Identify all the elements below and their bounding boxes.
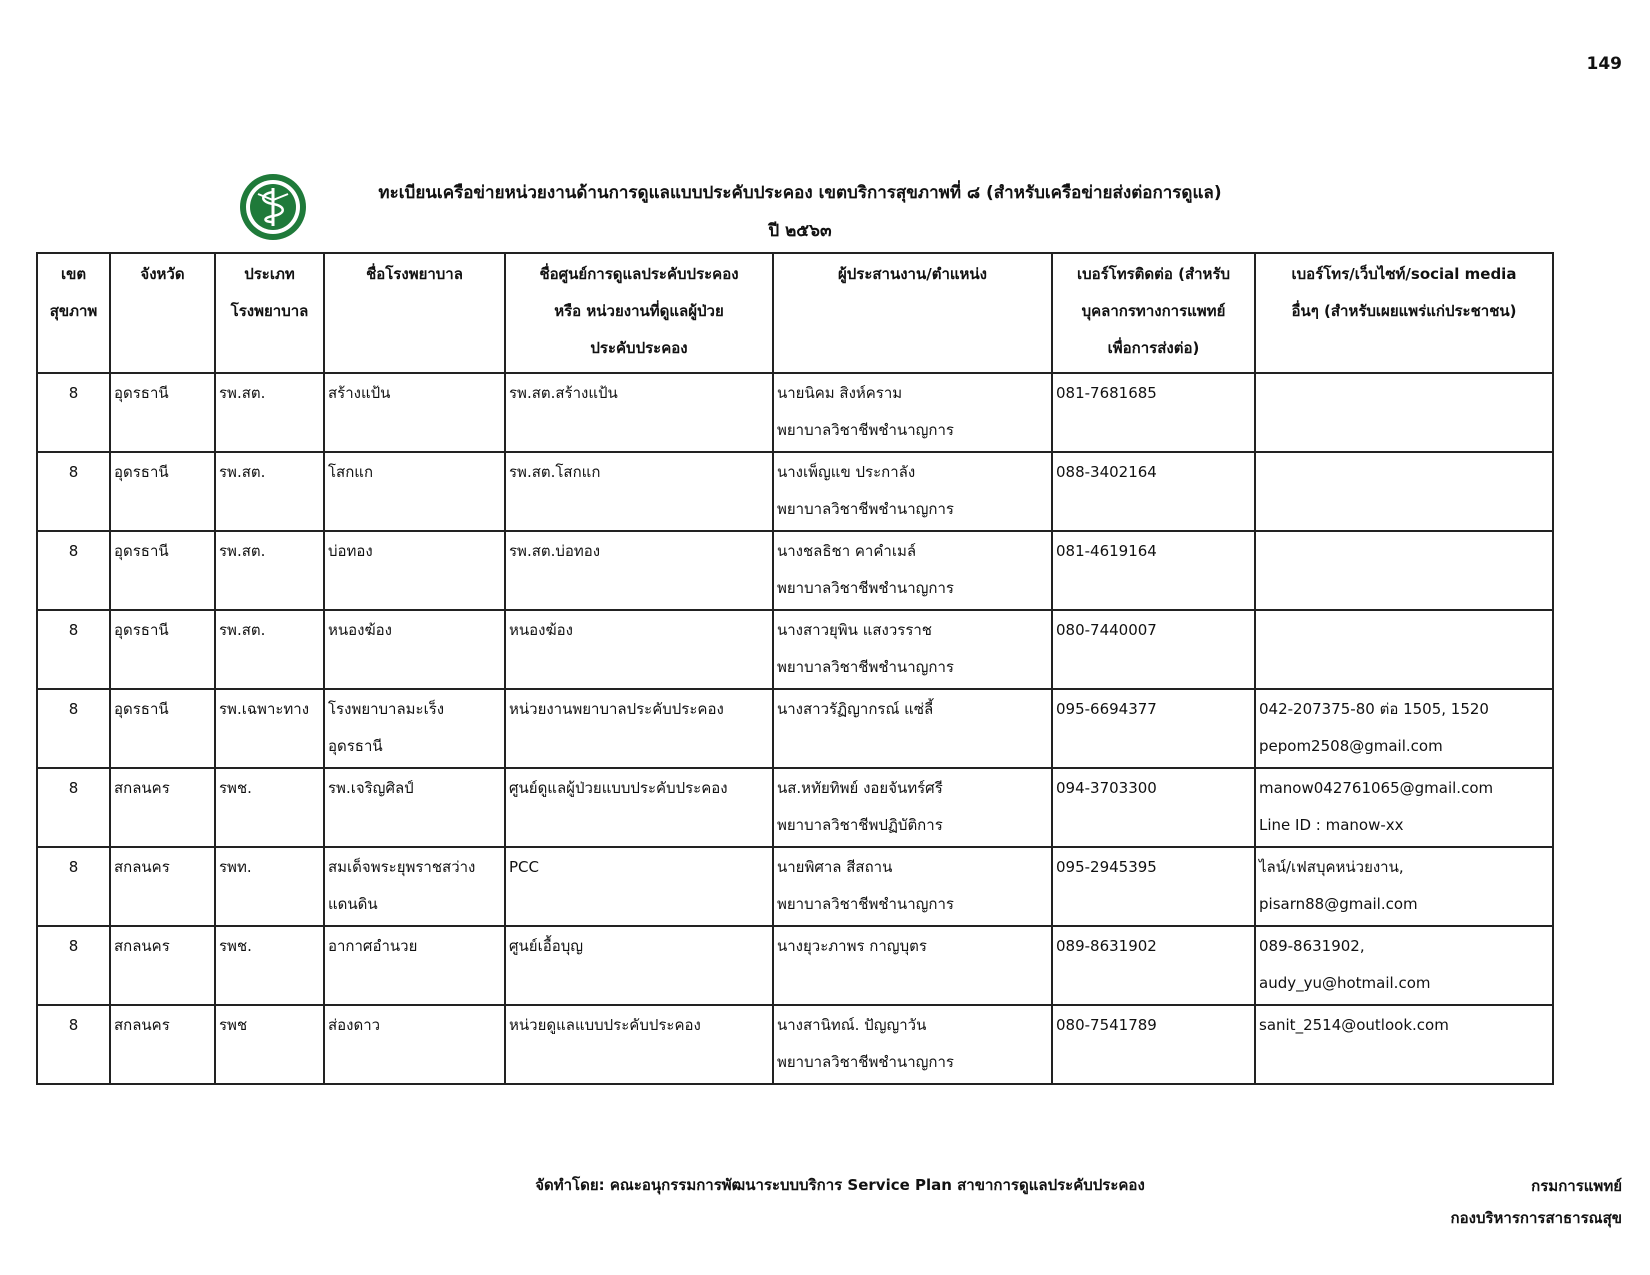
care-center-cell — [505, 610, 773, 689]
cell-text: sanit_2514@outlook.com — [1259, 1016, 1449, 1034]
header-coordinator — [773, 253, 1052, 373]
zone-cell: 8 — [37, 847, 110, 926]
zone-cell: 8 — [37, 531, 110, 610]
cell-text: อุดรธานี — [328, 737, 383, 755]
zone-cell: 8 — [37, 1005, 110, 1084]
zone-cell: 8 — [37, 452, 110, 531]
hospital-name-cell — [324, 531, 505, 610]
coordinator-cell — [773, 926, 1052, 1005]
header-public-contact — [1255, 253, 1553, 373]
cell-text: พยาบาลวิชาชีพชำนาญการ — [777, 895, 954, 913]
header-text: บุคลากรทางการแพทย์ — [1081, 302, 1226, 320]
medical-phone-cell: 089-8631902 — [1052, 926, 1255, 1005]
cell-text: manow042761065@gmail.com — [1259, 779, 1494, 797]
medical-phone-cell: 081-4619164 — [1052, 531, 1255, 610]
cell-text: audy_yu@hotmail.com — [1259, 974, 1431, 992]
cell-text: พยาบาลวิชาชีพชำนาญการ — [777, 421, 954, 439]
hospital-name-cell — [324, 847, 505, 926]
cell-text: 089-8631902, — [1259, 937, 1365, 955]
table-row — [37, 926, 1553, 1005]
cell-text: ไลน์/เฟสบุคหน่วยงาน, — [1259, 858, 1404, 876]
cell-text: หนองฆ้อง — [328, 621, 392, 639]
cell-text: โสกแก — [328, 463, 374, 481]
public-contact-cell — [1255, 768, 1553, 847]
hospital-type-cell: รพ.สต. — [215, 452, 324, 531]
table-row — [37, 847, 1553, 926]
province-cell: สกลนคร — [110, 847, 215, 926]
header-text: โรงพยาบาล — [230, 302, 309, 320]
header-zone — [37, 253, 110, 373]
table-row — [37, 1005, 1553, 1084]
network-registry-table — [36, 252, 1554, 1085]
public-contact-cell — [1255, 373, 1553, 452]
cell-text: นางเพ็ญแข ประกาลัง — [777, 463, 916, 481]
cell-text: อากาศอำนวย — [328, 937, 418, 955]
province-cell: สกลนคร — [110, 768, 215, 847]
cell-text: รพ.เจริญศิลป์ — [328, 779, 414, 797]
cell-text: พยาบาลวิชาชีพชำนาญการ — [777, 500, 954, 518]
province-cell: อุดรธานี — [110, 452, 215, 531]
hospital-name-cell — [324, 452, 505, 531]
hospital-name-cell — [324, 373, 505, 452]
medical-phone-cell: 081-7681685 — [1052, 373, 1255, 452]
header-text: เบอร์โทรติดต่อ (สำหรับ — [1076, 265, 1231, 283]
care-center-cell — [505, 452, 773, 531]
cell-text: พยาบาลวิชาชีพชำนาญการ — [777, 579, 954, 597]
header-province — [110, 253, 215, 373]
table-row — [37, 531, 1553, 610]
public-contact-cell — [1255, 689, 1553, 768]
care-center-cell — [505, 926, 773, 1005]
public-contact-cell — [1255, 1005, 1553, 1084]
cell-text: pepom2508@gmail.com — [1259, 737, 1443, 755]
cell-text: หน่วยดูแลแบบประคับประคอง — [509, 1016, 701, 1034]
coordinator-cell — [773, 531, 1052, 610]
hospital-type-cell: รพ.เฉพาะทาง — [215, 689, 324, 768]
province-cell: อุดรธานี — [110, 531, 215, 610]
cell-text: Line ID : manow-xx — [1259, 816, 1404, 834]
header-care-center — [505, 253, 773, 373]
document-year: ปี ๒๕๖๓ — [768, 221, 832, 241]
hospital-name-cell — [324, 926, 505, 1005]
cell-text: หนองฆ้อง — [509, 621, 573, 639]
table-row — [37, 452, 1553, 531]
header-text: เบอร์โทร/เว็บไซท์/social media — [1291, 265, 1517, 283]
department-footer-line1: กรมการแพทย์ — [1531, 1177, 1622, 1195]
cell-text: นางสานิทณ์. ปัญญาวัน — [777, 1016, 927, 1034]
cell-text: PCC — [509, 858, 539, 876]
medical-phone-cell: 080-7440007 — [1052, 610, 1255, 689]
province-cell: สกลนคร — [110, 926, 215, 1005]
table-header-row — [37, 253, 1553, 373]
cell-text: 042-207375-80 ต่อ 1505, 1520 — [1259, 700, 1489, 718]
cell-text: สร้างแป้น — [328, 384, 391, 402]
department-footer-line2: กองบริหารการสาธารณสุข — [1450, 1209, 1622, 1227]
cell-text: นส.หทัยทิพย์ งอยจันทร์ศรี — [777, 779, 943, 797]
prepared-by-footer: จัดทำโดย: คณะอนุกรรมการพัฒนาระบบบริการ Service Plan สาขาการดูแลประคับประคอง — [535, 1176, 1145, 1194]
header-hospital-name — [324, 253, 505, 373]
province-cell: อุดรธานี — [110, 689, 215, 768]
care-center-cell — [505, 373, 773, 452]
cell-text: รพ.สต.สร้างแป้น — [509, 384, 618, 402]
zone-cell: 8 — [37, 926, 110, 1005]
care-center-cell — [505, 768, 773, 847]
medical-phone-cell: 088-3402164 — [1052, 452, 1255, 531]
zone-cell: 8 — [37, 768, 110, 847]
care-center-cell — [505, 689, 773, 768]
header-text: ผู้ประสานงาน/ตำแหน่ง — [837, 265, 988, 283]
cell-text: พยาบาลวิชาชีพชำนาญการ — [777, 658, 954, 676]
header-text: เพื่อการส่งต่อ) — [1107, 339, 1200, 357]
cell-text: นางยุวะภาพร กาญบุตร — [777, 937, 927, 955]
hospital-type-cell: รพ.สต. — [215, 373, 324, 452]
coordinator-cell — [773, 768, 1052, 847]
hospital-type-cell: รพ.สต. — [215, 610, 324, 689]
header-text: หรือ หน่วยงานที่ดูแลผู้ป่วย — [554, 302, 724, 320]
cell-text: นางสาวรัฏิญากรณ์ แซ่ลี้ — [777, 700, 934, 718]
coordinator-cell — [773, 452, 1052, 531]
coordinator-cell — [773, 373, 1052, 452]
medical-phone-cell: 094-3703300 — [1052, 768, 1255, 847]
cell-text: รพ.สต.บ่อทอง — [509, 542, 601, 560]
zone-cell: 8 — [37, 689, 110, 768]
cell-text: โรงพยาบาลมะเร็ง — [328, 700, 445, 718]
coordinator-cell — [773, 689, 1052, 768]
cell-text: ส่องดาว — [328, 1016, 381, 1034]
hospital-type-cell: รพท. — [215, 847, 324, 926]
header-text: ชื่อศูนย์การดูแลประคับประคอง — [539, 265, 739, 283]
care-center-cell — [505, 531, 773, 610]
province-cell: สกลนคร — [110, 1005, 215, 1084]
header-text: ประเภท — [244, 265, 295, 283]
header-text: ชื่อโรงพยาบาล — [366, 265, 463, 283]
public-contact-cell — [1255, 610, 1553, 689]
coordinator-cell — [773, 847, 1052, 926]
medical-phone-cell: 095-6694377 — [1052, 689, 1255, 768]
public-contact-cell — [1255, 926, 1553, 1005]
hospital-name-cell — [324, 610, 505, 689]
care-center-cell — [505, 847, 773, 926]
cell-text: สมเด็จพระยุพราชสว่าง — [328, 858, 476, 876]
cell-text: บ่อทอง — [328, 542, 373, 560]
coordinator-cell — [773, 610, 1052, 689]
cell-text: พยาบาลวิชาชีพปฏิบัติการ — [777, 816, 943, 834]
header-text: เขต — [60, 265, 87, 283]
zone-cell: 8 — [37, 373, 110, 452]
coordinator-cell — [773, 1005, 1052, 1084]
hospital-type-cell: รพช. — [215, 926, 324, 1005]
cell-text: หน่วยงานพยาบาลประคับประคอง — [509, 700, 724, 718]
page-number: 149 — [1586, 54, 1622, 74]
cell-text: แดนดิน — [328, 895, 378, 913]
medical-phone-cell: 080-7541789 — [1052, 1005, 1255, 1084]
medical-phone-cell: 095-2945395 — [1052, 847, 1255, 926]
hospital-name-cell — [324, 1005, 505, 1084]
hospital-type-cell: รพ.สต. — [215, 531, 324, 610]
hospital-type-cell: รพช — [215, 1005, 324, 1084]
cell-text: ศูนย์เอื้อบุญ — [509, 937, 584, 955]
header-text: อื่นๆ (สำหรับเผยแพร่แก่ประชาชน) — [1291, 302, 1517, 320]
cell-text: พยาบาลวิชาชีพชำนาญการ — [777, 1053, 954, 1071]
header-medical-phone — [1052, 253, 1255, 373]
hospital-type-cell: รพช. — [215, 768, 324, 847]
header-hospital-type — [215, 253, 324, 373]
zone-cell: 8 — [37, 610, 110, 689]
document-title: ทะเบียนเครือข่ายหน่วยงานด้านการดูแลแบบประคับประคอง เขตบริการสุขภาพที่ ๘ (สำหรับเครือข่ายส่งต่อการดูแล) — [378, 183, 1222, 203]
header-text: สุขภาพ — [49, 302, 98, 320]
public-contact-cell — [1255, 452, 1553, 531]
province-cell: อุดรธานี — [110, 610, 215, 689]
ministry-of-public-health-seal-icon — [238, 172, 308, 242]
cell-text: ศูนย์ดูแลผู้ป่วยแบบประคับประคอง — [509, 779, 728, 797]
table-row — [37, 689, 1553, 768]
table-row — [37, 768, 1553, 847]
hospital-name-cell — [324, 768, 505, 847]
cell-text: นายนิคม สิงห์คราม — [777, 384, 903, 402]
public-contact-cell — [1255, 531, 1553, 610]
table-row — [37, 610, 1553, 689]
table-row — [37, 373, 1553, 452]
public-contact-cell — [1255, 847, 1553, 926]
header-text: ประคับประคอง — [590, 339, 688, 357]
cell-text: นางสาวยุพิน แสงวรราช — [777, 621, 932, 639]
cell-text: รพ.สต.โสกแก — [509, 463, 601, 481]
hospital-name-cell — [324, 689, 505, 768]
province-cell: อุดรธานี — [110, 373, 215, 452]
header-text: จังหวัด — [140, 265, 185, 283]
cell-text: นายพิศาล สีสถาน — [777, 858, 893, 876]
cell-text: นางชลธิชา คาคำเมล์ — [777, 542, 917, 560]
cell-text: pisarn88@gmail.com — [1259, 895, 1418, 913]
care-center-cell — [505, 1005, 773, 1084]
